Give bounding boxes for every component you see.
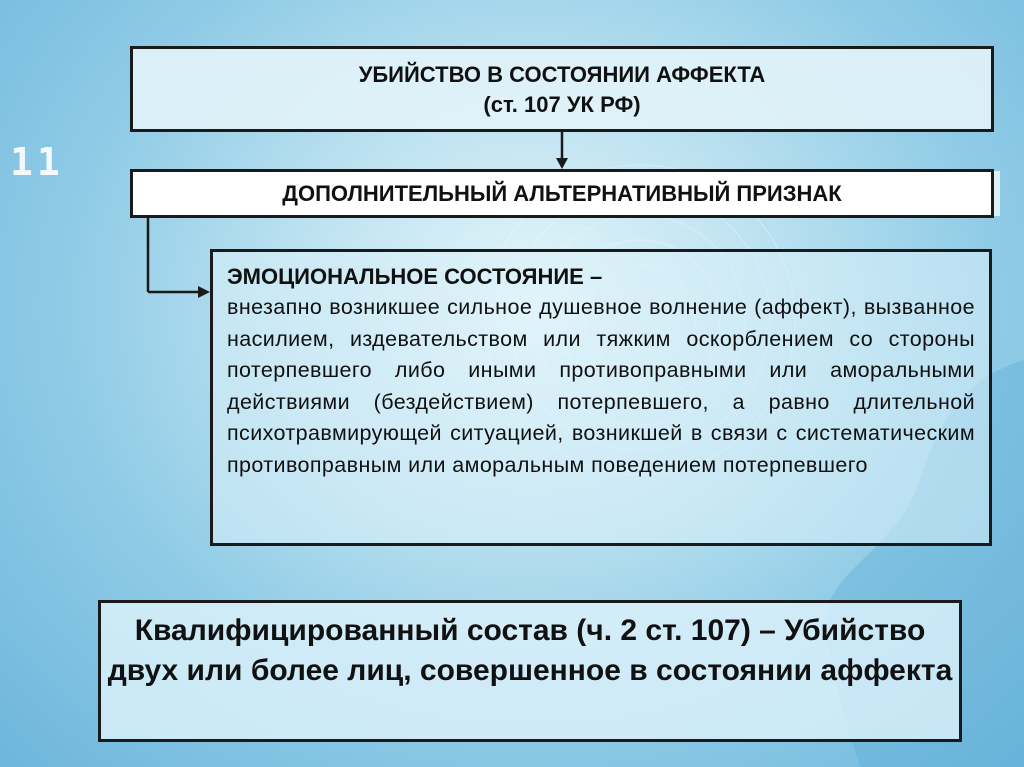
- qualified-text: Квалифицированный состав (ч. 2 ст. 107) – Убийство двух или более лиц, совершенное в состоянии аффекта: [107, 614, 953, 687]
- feature-box: [130, 169, 994, 218]
- qualified-box: [98, 600, 962, 742]
- title-box: [130, 46, 994, 132]
- emotion-box: [210, 249, 992, 546]
- title-line-1: УБИЙСТВО В СОСТОЯНИИ АФФЕКТА: [358, 62, 766, 87]
- slide-number: 11: [10, 140, 64, 184]
- feature-label: ДОПОЛНИТЕЛЬНЫЙ АЛЬТЕРНАТИВНЫЙ ПРИЗНАК: [282, 181, 842, 206]
- emotion-definition: внезапно возникшее сильное душевное волнение (аффект), вызванное насилием, издевательством или тяжким оскорблением со стороны потерпевшего либо иными противоправными или аморальными действиями (бездействием) потерпевшего, а равно длительной психотравмирующей ситуацией, возникшей в связи с систематическим противоправным или аморальным поведением потерпевшего: [227, 295, 975, 477]
- title-line-2: (ст. 107 УК РФ): [483, 92, 641, 117]
- emotion-heading: ЭМОЦИОНАЛЬНОЕ СОСТОЯНИЕ –: [227, 264, 603, 289]
